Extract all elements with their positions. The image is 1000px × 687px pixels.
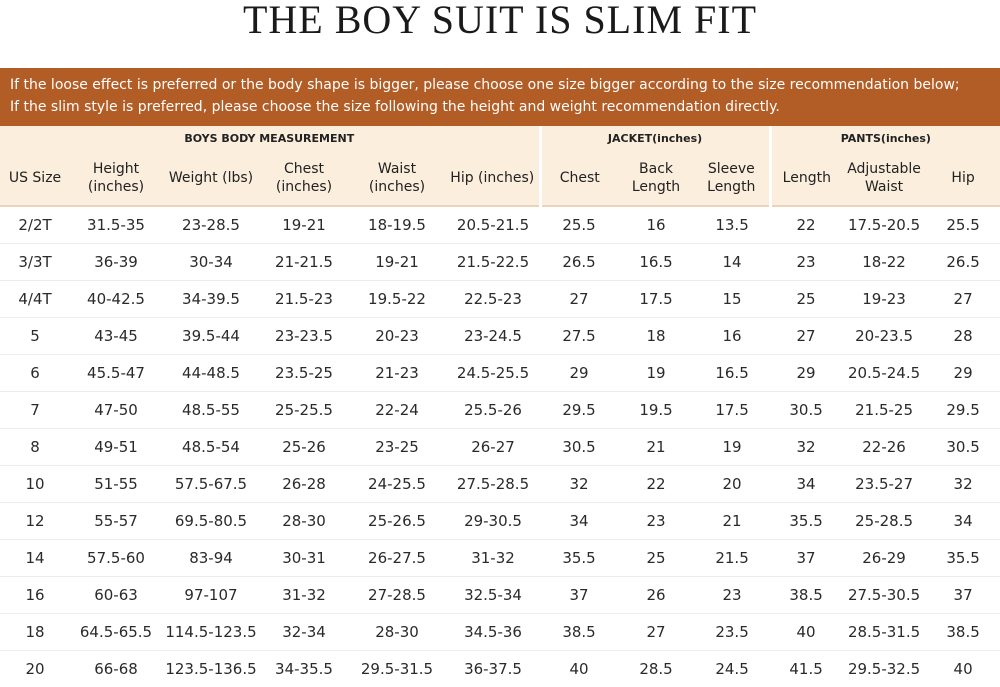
notice-line-2: If the slim style is preferred, please choose the size following the height and weight recommendation directly. bbox=[10, 99, 780, 115]
cell-adjustable-waist: 27.5-30.5 bbox=[842, 576, 926, 613]
cell-us-size: 12 bbox=[0, 502, 70, 539]
cell-pants-length: 35.5 bbox=[770, 502, 842, 539]
table-row bbox=[0, 613, 1000, 650]
cell-back-length: 28.5 bbox=[618, 650, 694, 687]
col-header-back-length: Back Length bbox=[618, 150, 694, 206]
table-row bbox=[0, 280, 1000, 317]
cell-pants-hip: 32 bbox=[926, 465, 1000, 502]
cell-sleeve-length: 23.5 bbox=[694, 613, 770, 650]
cell-body-chest: 23.5-25 bbox=[260, 354, 348, 391]
cell-body-hip: 20.5-21.5 bbox=[446, 206, 540, 243]
cell-adjustable-waist: 20-23.5 bbox=[842, 317, 926, 354]
cell-height: 36-39 bbox=[70, 243, 162, 280]
cell-body-chest: 19-21 bbox=[260, 206, 348, 243]
cell-body-chest: 32-34 bbox=[260, 613, 348, 650]
cell-weight: 48.5-54 bbox=[162, 428, 260, 465]
cell-height: 66-68 bbox=[70, 650, 162, 687]
col-header-sleeve-length: Sleeve Length bbox=[694, 150, 770, 206]
cell-body-waist: 22-24 bbox=[348, 391, 446, 428]
cell-height: 49-51 bbox=[70, 428, 162, 465]
page-title: THE BOY SUIT IS SLIM FIT bbox=[242, 0, 758, 42]
cell-jacket-chest: 40 bbox=[540, 650, 618, 687]
cell-sleeve-length: 20 bbox=[694, 465, 770, 502]
cell-height: 57.5-60 bbox=[70, 539, 162, 576]
cell-pants-length: 30.5 bbox=[770, 391, 842, 428]
cell-back-length: 19.5 bbox=[618, 391, 694, 428]
cell-body-hip: 21.5-22.5 bbox=[446, 243, 540, 280]
cell-sleeve-length: 17.5 bbox=[694, 391, 770, 428]
cell-sleeve-length: 21.5 bbox=[694, 539, 770, 576]
cell-pants-hip: 27 bbox=[926, 280, 1000, 317]
cell-body-waist: 24-25.5 bbox=[348, 465, 446, 502]
cell-body-chest: 26-28 bbox=[260, 465, 348, 502]
table-row bbox=[0, 428, 1000, 465]
cell-weight: 69.5-80.5 bbox=[162, 502, 260, 539]
cell-height: 45.5-47 bbox=[70, 354, 162, 391]
cell-body-hip: 24.5-25.5 bbox=[446, 354, 540, 391]
cell-body-waist: 19.5-22 bbox=[348, 280, 446, 317]
col-header-body-chest: Chest (inches) bbox=[260, 150, 348, 206]
col-header-jacket-chest: Chest bbox=[540, 150, 618, 206]
cell-back-length: 22 bbox=[618, 465, 694, 502]
group-header-row bbox=[0, 126, 1000, 150]
cell-adjustable-waist: 29.5-32.5 bbox=[842, 650, 926, 687]
cell-body-waist: 20-23 bbox=[348, 317, 446, 354]
cell-height: 64.5-65.5 bbox=[70, 613, 162, 650]
cell-sleeve-length: 13.5 bbox=[694, 206, 770, 243]
cell-us-size: 20 bbox=[0, 650, 70, 687]
cell-body-chest: 25-25.5 bbox=[260, 391, 348, 428]
group-body-measurement: BOYS BODY MEASUREMENT bbox=[0, 126, 540, 150]
cell-pants-length: 29 bbox=[770, 354, 842, 391]
cell-jacket-chest: 32 bbox=[540, 465, 618, 502]
cell-body-hip: 29-30.5 bbox=[446, 502, 540, 539]
col-header-weight: Weight (lbs) bbox=[162, 150, 260, 206]
cell-adjustable-waist: 19-23 bbox=[842, 280, 926, 317]
cell-weight: 114.5-123.5 bbox=[162, 613, 260, 650]
cell-pants-length: 23 bbox=[770, 243, 842, 280]
col-header-pants-length: Length bbox=[770, 150, 842, 206]
cell-us-size: 10 bbox=[0, 465, 70, 502]
cell-height: 40-42.5 bbox=[70, 280, 162, 317]
cell-body-hip: 31-32 bbox=[446, 539, 540, 576]
cell-weight: 34-39.5 bbox=[162, 280, 260, 317]
notice-line-1: If the loose effect is preferred or the body shape is bigger, please choose one size bigger according to the size recommendation below; bbox=[10, 77, 960, 93]
cell-sleeve-length: 16 bbox=[694, 317, 770, 354]
cell-sleeve-length: 23 bbox=[694, 576, 770, 613]
cell-pants-hip: 40 bbox=[926, 650, 1000, 687]
cell-weight: 23-28.5 bbox=[162, 206, 260, 243]
col-header-us-size: US Size bbox=[0, 150, 70, 206]
cell-us-size: 18 bbox=[0, 613, 70, 650]
cell-back-length: 19 bbox=[618, 354, 694, 391]
table-row bbox=[0, 465, 1000, 502]
cell-adjustable-waist: 22-26 bbox=[842, 428, 926, 465]
cell-back-length: 16 bbox=[618, 206, 694, 243]
col-header-body-waist: Waist (inches) bbox=[348, 150, 446, 206]
cell-pants-length: 41.5 bbox=[770, 650, 842, 687]
cell-jacket-chest: 27.5 bbox=[540, 317, 618, 354]
cell-body-hip: 36-37.5 bbox=[446, 650, 540, 687]
table-row bbox=[0, 391, 1000, 428]
cell-height: 55-57 bbox=[70, 502, 162, 539]
cell-body-chest: 34-35.5 bbox=[260, 650, 348, 687]
cell-adjustable-waist: 20.5-24.5 bbox=[842, 354, 926, 391]
cell-adjustable-waist: 28.5-31.5 bbox=[842, 613, 926, 650]
table-row bbox=[0, 502, 1000, 539]
group-pants: PANTS(inches) bbox=[770, 126, 1000, 150]
cell-weight: 97-107 bbox=[162, 576, 260, 613]
cell-jacket-chest: 26.5 bbox=[540, 243, 618, 280]
cell-us-size: 8 bbox=[0, 428, 70, 465]
cell-us-size: 3/3T bbox=[0, 243, 70, 280]
cell-body-waist: 25-26.5 bbox=[348, 502, 446, 539]
cell-us-size: 4/4T bbox=[0, 280, 70, 317]
cell-weight: 30-34 bbox=[162, 243, 260, 280]
cell-jacket-chest: 29.5 bbox=[540, 391, 618, 428]
cell-body-waist: 18-19.5 bbox=[348, 206, 446, 243]
cell-body-hip: 25.5-26 bbox=[446, 391, 540, 428]
cell-adjustable-waist: 23.5-27 bbox=[842, 465, 926, 502]
table-row bbox=[0, 354, 1000, 391]
cell-us-size: 6 bbox=[0, 354, 70, 391]
cell-body-waist: 21-23 bbox=[348, 354, 446, 391]
cell-body-chest: 25-26 bbox=[260, 428, 348, 465]
cell-body-chest: 23-23.5 bbox=[260, 317, 348, 354]
cell-body-waist: 19-21 bbox=[348, 243, 446, 280]
cell-sleeve-length: 15 bbox=[694, 280, 770, 317]
cell-pants-length: 27 bbox=[770, 317, 842, 354]
cell-us-size: 2/2T bbox=[0, 206, 70, 243]
cell-us-size: 7 bbox=[0, 391, 70, 428]
cell-jacket-chest: 25.5 bbox=[540, 206, 618, 243]
cell-body-hip: 23-24.5 bbox=[446, 317, 540, 354]
cell-sleeve-length: 19 bbox=[694, 428, 770, 465]
notice-banner bbox=[0, 68, 1000, 126]
cell-jacket-chest: 34 bbox=[540, 502, 618, 539]
cell-jacket-chest: 27 bbox=[540, 280, 618, 317]
cell-body-chest: 21-21.5 bbox=[260, 243, 348, 280]
cell-body-hip: 22.5-23 bbox=[446, 280, 540, 317]
cell-sleeve-length: 16.5 bbox=[694, 354, 770, 391]
cell-body-waist: 27-28.5 bbox=[348, 576, 446, 613]
column-header-row bbox=[0, 150, 1000, 206]
cell-back-length: 21 bbox=[618, 428, 694, 465]
cell-adjustable-waist: 21.5-25 bbox=[842, 391, 926, 428]
cell-pants-length: 37 bbox=[770, 539, 842, 576]
cell-back-length: 16.5 bbox=[618, 243, 694, 280]
cell-body-hip: 34.5-36 bbox=[446, 613, 540, 650]
col-header-height: Height (inches) bbox=[70, 150, 162, 206]
cell-sleeve-length: 14 bbox=[694, 243, 770, 280]
group-jacket: JACKET(inches) bbox=[540, 126, 770, 150]
cell-body-waist: 29.5-31.5 bbox=[348, 650, 446, 687]
cell-weight: 48.5-55 bbox=[162, 391, 260, 428]
cell-weight: 44-48.5 bbox=[162, 354, 260, 391]
cell-body-hip: 27.5-28.5 bbox=[446, 465, 540, 502]
cell-pants-hip: 30.5 bbox=[926, 428, 1000, 465]
cell-body-chest: 28-30 bbox=[260, 502, 348, 539]
cell-pants-hip: 38.5 bbox=[926, 613, 1000, 650]
cell-height: 60-63 bbox=[70, 576, 162, 613]
cell-us-size: 16 bbox=[0, 576, 70, 613]
col-header-adjustable-waist: Adjustable Waist bbox=[842, 150, 926, 206]
cell-us-size: 14 bbox=[0, 539, 70, 576]
cell-jacket-chest: 35.5 bbox=[540, 539, 618, 576]
cell-sleeve-length: 24.5 bbox=[694, 650, 770, 687]
cell-pants-hip: 29 bbox=[926, 354, 1000, 391]
cell-pants-length: 25 bbox=[770, 280, 842, 317]
cell-pants-length: 40 bbox=[770, 613, 842, 650]
cell-adjustable-waist: 18-22 bbox=[842, 243, 926, 280]
cell-us-size: 5 bbox=[0, 317, 70, 354]
table-row bbox=[0, 650, 1000, 687]
cell-body-waist: 28-30 bbox=[348, 613, 446, 650]
cell-height: 51-55 bbox=[70, 465, 162, 502]
cell-jacket-chest: 30.5 bbox=[540, 428, 618, 465]
cell-back-length: 27 bbox=[618, 613, 694, 650]
col-header-body-hip: Hip (inches) bbox=[446, 150, 540, 206]
cell-pants-length: 38.5 bbox=[770, 576, 842, 613]
cell-body-waist: 26-27.5 bbox=[348, 539, 446, 576]
cell-adjustable-waist: 17.5-20.5 bbox=[842, 206, 926, 243]
table-row bbox=[0, 539, 1000, 576]
cell-pants-hip: 35.5 bbox=[926, 539, 1000, 576]
cell-back-length: 17.5 bbox=[618, 280, 694, 317]
cell-back-length: 25 bbox=[618, 539, 694, 576]
col-header-pants-hip: Hip bbox=[926, 150, 1000, 206]
table-row bbox=[0, 206, 1000, 243]
cell-weight: 123.5-136.5 bbox=[162, 650, 260, 687]
cell-back-length: 23 bbox=[618, 502, 694, 539]
cell-pants-hip: 34 bbox=[926, 502, 1000, 539]
cell-jacket-chest: 38.5 bbox=[540, 613, 618, 650]
table-row bbox=[0, 576, 1000, 613]
table-row bbox=[0, 243, 1000, 280]
cell-back-length: 26 bbox=[618, 576, 694, 613]
cell-pants-hip: 28 bbox=[926, 317, 1000, 354]
cell-jacket-chest: 29 bbox=[540, 354, 618, 391]
cell-jacket-chest: 37 bbox=[540, 576, 618, 613]
cell-adjustable-waist: 26-29 bbox=[842, 539, 926, 576]
cell-body-chest: 31-32 bbox=[260, 576, 348, 613]
cell-pants-hip: 29.5 bbox=[926, 391, 1000, 428]
cell-sleeve-length: 21 bbox=[694, 502, 770, 539]
cell-body-chest: 30-31 bbox=[260, 539, 348, 576]
cell-weight: 57.5-67.5 bbox=[162, 465, 260, 502]
cell-pants-hip: 25.5 bbox=[926, 206, 1000, 243]
size-chart-table bbox=[0, 126, 1000, 687]
cell-pants-length: 32 bbox=[770, 428, 842, 465]
cell-height: 47-50 bbox=[70, 391, 162, 428]
cell-pants-length: 22 bbox=[770, 206, 842, 243]
cell-body-hip: 32.5-34 bbox=[446, 576, 540, 613]
cell-weight: 83-94 bbox=[162, 539, 260, 576]
cell-weight: 39.5-44 bbox=[162, 317, 260, 354]
cell-pants-length: 34 bbox=[770, 465, 842, 502]
cell-height: 43-45 bbox=[70, 317, 162, 354]
cell-height: 31.5-35 bbox=[70, 206, 162, 243]
cell-pants-hip: 37 bbox=[926, 576, 1000, 613]
cell-pants-hip: 26.5 bbox=[926, 243, 1000, 280]
table-row bbox=[0, 317, 1000, 354]
size-rows bbox=[0, 206, 1000, 687]
cell-body-hip: 26-27 bbox=[446, 428, 540, 465]
cell-body-waist: 23-25 bbox=[348, 428, 446, 465]
cell-back-length: 18 bbox=[618, 317, 694, 354]
cell-adjustable-waist: 25-28.5 bbox=[842, 502, 926, 539]
cell-body-chest: 21.5-23 bbox=[260, 280, 348, 317]
